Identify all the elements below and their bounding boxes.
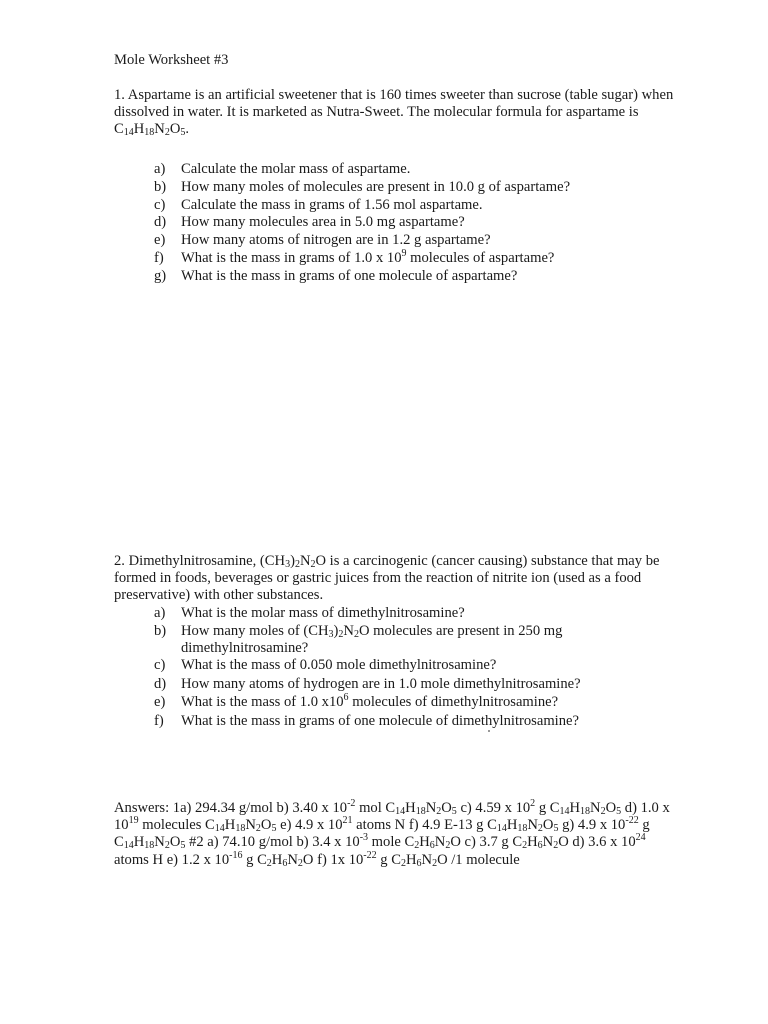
list-item: c) What is the mass of 0.050 mole dimethylnitrosamine? [154,657,497,674]
question-2-intro: 2. Dimethylnitrosamine, $(CH_3)_2N_2O$ is a carcinogenic (cancer causing) substance that may be formed in foods, beverages or gastric juices from the reaction of nitrite ion (used as a food preservative) with other substances. [114,553,660,603]
question-1-intro: 1. Aspartame is an artificial sweetener that is 160 times sweeter than sucrose (table sugar) when dissolved in water. It is marketed as Nutra-Sweet. The molecular formula for aspartame is $C_{14}H_{18}N_2O_5$. [114,87,674,138]
list-item: b) How many moles of molecules are present in 10.0 g of aspartame? [154,178,571,195]
list-item: g) What is the mass in grams of one molecule of aspartame? [154,267,518,284]
scan-speck [488,730,490,732]
list-item: d) How many molecules area in 5.0 mg aspartame? [154,214,465,231]
list-item: e) How many atoms of nitrogen are in 1.2 g aspartame? [154,232,491,249]
list-item: c) Calculate the mass in grams of 1.56 mol aspartame. [154,196,483,213]
list-item: f) What is the mass in grams of 1.0 x $10^9$ molecules of aspartame? [154,247,555,266]
list-item: a) Calculate the molar mass of aspartame. [154,161,411,177]
list-item: d) How many atoms of hydrogen are in 1.0 mole dimethylnitrosamine? [154,675,581,692]
question-1-parts [154,161,621,286]
list-item: b) How many moles of $(CH_3)_2N_2O$ molecules are present in 250 mg dimethylnitrosamine? [154,623,563,657]
list-item: a) What is the molar mass of dimethylnitrosamine? [154,605,465,621]
list-item: e) What is the mass of 1.0 $x10^6$ molecules of dimethylnitrosamine? [154,692,559,711]
answer-key: Answers: 1a) 294.34 g/mol b) 3.40 x $10^{-2}$ mol $C_{14}H_{18}N_2O_5$ c) 4.59 x $10^2$ g $C_{14}H_{18}N_2O_5$ d) 1.0 x $10^{19}$ molecules $C_{14}H_{18}N_2O_5$ e) 4.9 x $10^{21}$ atoms N f) 4.9 E-13 g $C_{14}H_{18}N_2O_5$ g) 4.9 x $10^{-22}$ g $C_{14}H_{18}N_2O_5$ #2 a) 74.10 g/mol b) 3.4 x $10^{-3}$ mole $C_2H_6N_2O$ c) 3.7 g $C_2H_6N_2O$ d) 3.6 x $10^{24}$ atoms H e) 1.2 x $10^{-16}$ g $C_2H_6N_2O$ f) 1x $10^{-22}$ g $C_2H_6N_2O$ /1 molecule [114,798,670,869]
question-2-parts [154,605,621,731]
list-item: f) What is the mass in grams of one molecule of dimethylnitrosamine? [154,712,579,729]
worksheet-title: Mole Worksheet #3 [114,52,229,68]
